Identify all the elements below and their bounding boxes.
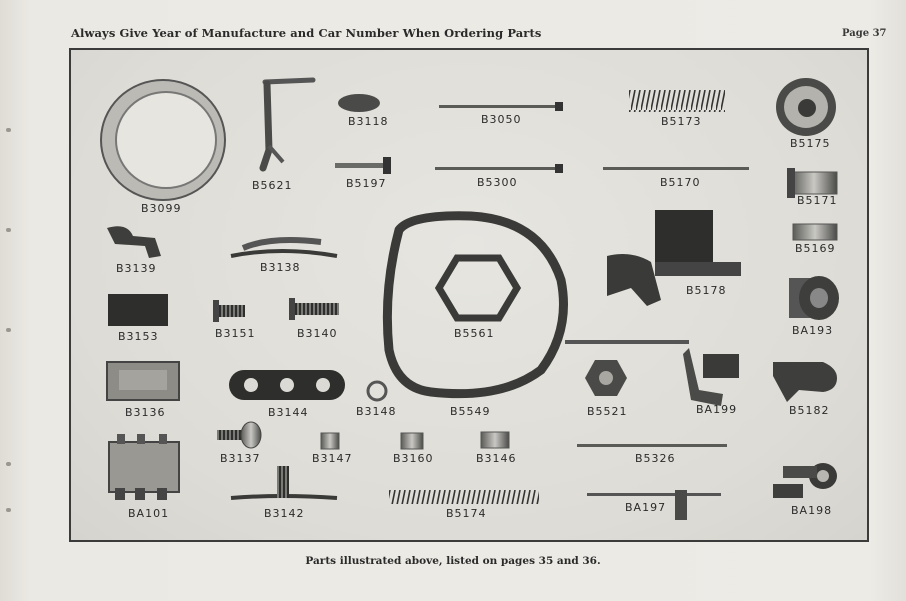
- part-b3148-image: [368, 382, 386, 400]
- plate-caption: Parts illustrated above, listed on pages 35 and 36.: [305, 555, 601, 567]
- part-label: B3153: [118, 330, 159, 343]
- part-label: B5178: [686, 284, 727, 297]
- part-ba101-image: [109, 434, 179, 500]
- part-label: B5171: [797, 194, 838, 207]
- part-b5173-image: [629, 90, 725, 112]
- part-b5621-image: [263, 80, 313, 168]
- page-header: Always Give Year of Manufacture and Car Number When Ordering Parts: [71, 26, 542, 40]
- part-b3146-image: [481, 432, 509, 448]
- part-b3140-image: [289, 298, 339, 320]
- part-label: B5182: [789, 404, 830, 417]
- part-b3142-image: [231, 466, 337, 498]
- part-b5197-image: [335, 157, 391, 174]
- part-b5300-image: [435, 164, 563, 173]
- part-label: B3138: [260, 261, 301, 274]
- part-label: B3140: [297, 327, 338, 340]
- part-label: B5521: [587, 405, 628, 418]
- part-label: B5197: [346, 177, 387, 190]
- part-b5521-image: [585, 360, 627, 396]
- part-label: BA197: [625, 501, 667, 514]
- part-b5561-image: [439, 258, 517, 318]
- part-b3147-image: [321, 433, 339, 449]
- part-b3139-image: [107, 226, 161, 258]
- part-label: B5169: [795, 242, 836, 255]
- part-label: B5300: [477, 176, 518, 189]
- part-label: B3146: [476, 452, 517, 465]
- part-b5169-image: [793, 224, 837, 240]
- binding-hole: [6, 328, 11, 332]
- part-label: B3160: [393, 452, 434, 465]
- part-b3153-image: [108, 294, 168, 326]
- part-label: B3139: [116, 262, 157, 275]
- part-label: B3137: [220, 452, 261, 465]
- part-label: B3099: [141, 202, 182, 215]
- part-label: B3142: [264, 507, 305, 520]
- part-label: B5175: [790, 137, 831, 150]
- part-b3151-image: [213, 300, 245, 322]
- binding-hole: [6, 128, 11, 132]
- part-label: B5621: [252, 179, 293, 192]
- part-label: B3148: [356, 405, 397, 418]
- part-label: B5173: [661, 115, 702, 128]
- part-b3050-image: [439, 102, 563, 111]
- part-label: B3136: [125, 406, 166, 419]
- part-b3099-image: [101, 80, 225, 200]
- part-label: BA101: [128, 507, 170, 520]
- part-b3160-image: [401, 433, 423, 449]
- binding-hole: [6, 462, 11, 466]
- part-label: B3118: [348, 115, 389, 128]
- part-label: B3144: [268, 406, 309, 419]
- part-label: B5561: [454, 327, 495, 340]
- part-b3118-image: [338, 94, 380, 112]
- part-b3136-image: [107, 362, 179, 400]
- part-label: B3050: [481, 113, 522, 126]
- part-b5174-image: [389, 490, 539, 504]
- part-b3144-image: [229, 370, 345, 400]
- parts-plate: [69, 48, 869, 542]
- part-b5175-image: [776, 78, 836, 136]
- page-number: Page 37: [842, 28, 887, 39]
- part-label: B5326: [635, 452, 676, 465]
- part-label: B5549: [450, 405, 491, 418]
- part-b5170-image: [603, 167, 749, 170]
- binding-hole: [6, 508, 11, 512]
- part-b5326-image: [577, 444, 727, 447]
- part-b3137-image: [217, 422, 261, 448]
- part-label: B3151: [215, 327, 256, 340]
- parts-illustration: [71, 50, 869, 542]
- part-label: B5174: [446, 507, 487, 520]
- part-label: B3147: [312, 452, 353, 465]
- part-b3138-image: [231, 240, 337, 256]
- part-label: B5170: [660, 176, 701, 189]
- part-label: BA198: [791, 504, 833, 517]
- part-label: BA199: [696, 403, 738, 416]
- part-label: BA193: [792, 324, 834, 337]
- binding-hole: [6, 228, 11, 232]
- part-ba193-image: [789, 276, 839, 320]
- part-b5549-image: [387, 216, 563, 394]
- part-ba198-image: [773, 463, 837, 498]
- part-b5182-image: [773, 362, 837, 402]
